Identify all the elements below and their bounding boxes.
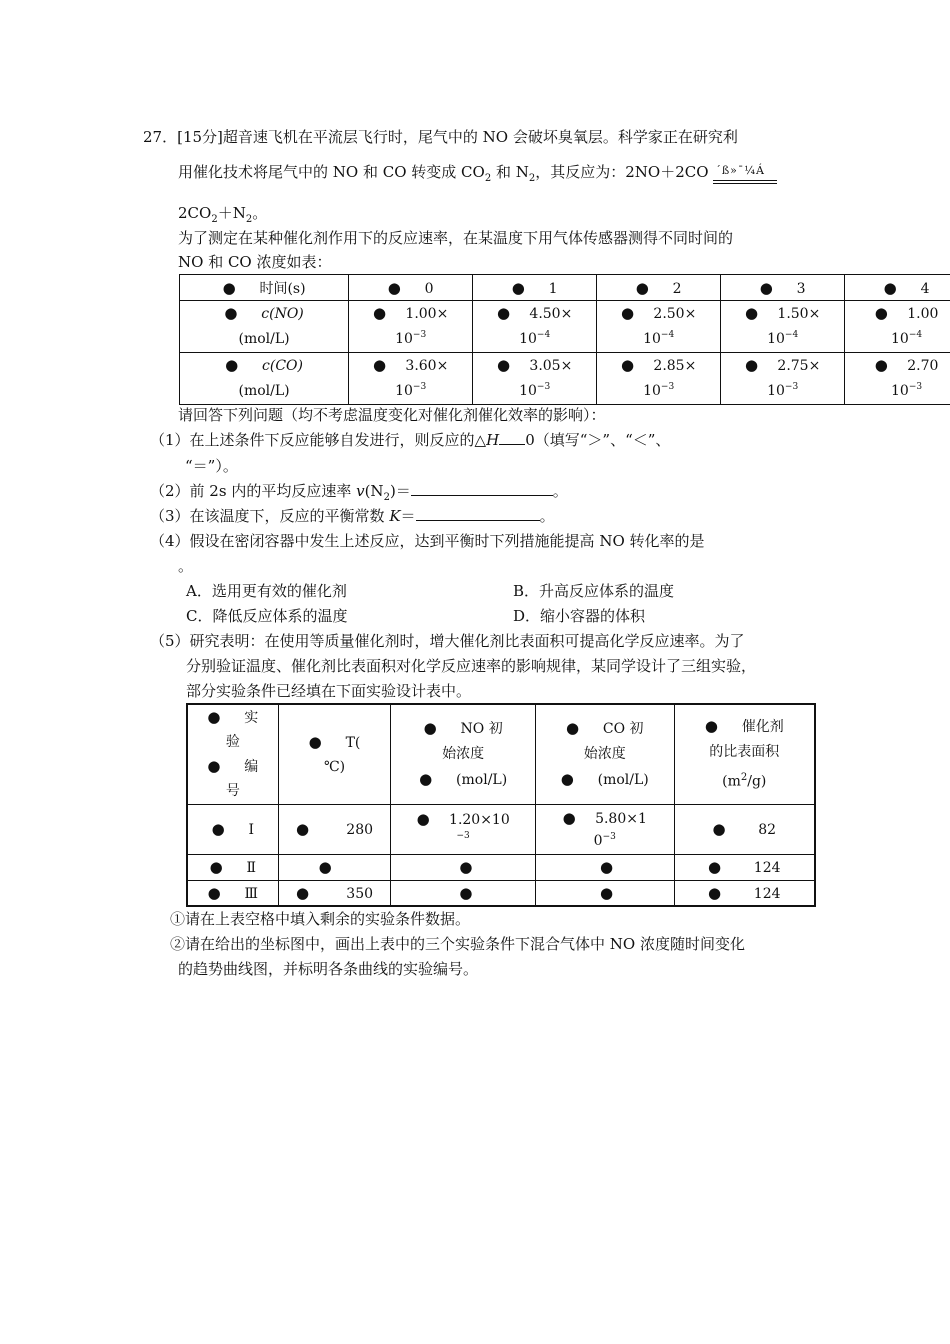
table-row: ● c(NO) (mol/L) ● 1.00× $10^{-3}$ ● 4.50× $10^{-4}$ ● 2.50× $10^{-4}$ ● 1.50× $10^{-4}$ ● 1.00 $10^{-4}$: [180, 301, 950, 353]
table-row: ● c(CO) (mol/L) ● 3.60× $10^{-3}$ ● 3.05× $10^{-3}$ ● 2.85× $10^{-3}$ ● 2.75× $10^{-3}$ ● 2.70 $10^{-3}$: [180, 353, 950, 405]
q3-line: （3）在该温度下，反应的平衡常数 K＝ 。: [150, 507, 555, 525]
q2-answer-blank[interactable]: [411, 481, 553, 496]
table-row: ● Ⅲ ● 350 ● ● ● 124: [187, 880, 815, 906]
option-c: C．降低反应体系的温度: [186, 607, 348, 625]
table-row: ● 实 验 ● 编 号 ● T( ℃) ● NO 初 始浓度 ● (mol/L) ● CO 初 始浓度 ● (mol/L) ● 催化剂 的比表面积 $(m^2/g)$: [187, 704, 815, 804]
measure-line1: 为了测定在某种催化剂作用下的反应速率，在某温度下用气体传感器测得不同时间的: [178, 229, 734, 247]
empty-cell-co-iii[interactable]: ●: [535, 880, 674, 906]
task-2-line1: ②请在给出的坐标图中，画出上表中的三个实验条件下混合气体中 NO 浓度随时间变化: [170, 935, 745, 953]
q1-line2: “＝”）。: [185, 457, 238, 475]
option-b: B．升高反应体系的温度: [513, 582, 675, 600]
q5-line3: 部分实验条件已经填在下面实验设计表中。: [186, 682, 472, 700]
empty-cell-temp[interactable]: ●: [278, 854, 391, 880]
measure-line2: NO 和 CO 浓度如表：: [178, 253, 332, 271]
q5-line1: （5）研究表明：在使用等质量催化剂时，增大催化剂比表面积可提高化学反应速率。为了: [150, 632, 745, 650]
task-2-line2: 的趋势曲线图，并标明各条曲线的实验编号。: [178, 960, 479, 978]
q4-line2: 。: [178, 557, 194, 575]
task-1: ①请在上表空格中填入剩余的实验条件数据。: [170, 910, 471, 928]
q5-line2: 分别验证温度、催化剂比表面积对化学反应速率的影响规律，某同学设计了三组实验，: [186, 657, 757, 675]
option-a: A．选用更有效的催化剂: [186, 582, 347, 600]
table-row: ● Ⅱ ● ● ● ● 124: [187, 854, 815, 880]
experiment-table: [186, 703, 816, 907]
questions-prompt: 请回答下列问题（均不考虑温度变化对催化剂催化效率的影响）：: [178, 406, 606, 424]
q1-line1: （1）在上述条件下反应能够自发进行，则反应的△H 0（填写“＞”、“＜”、: [150, 431, 671, 449]
question-intro-line1: 27．[15分]超音速飞机在平流层飞行时，尾气中的 NO 会破坏臭氧层。科学家正在研究利: [143, 128, 738, 146]
q2-line: （2）前 2s 内的平均反应速率 $v(N_2)=$ 。: [150, 482, 568, 503]
table-row: ● Ⅰ ● 280 ● 1.20×10 $^{-3}$ ● 5.80×1 $0^{-3}$ ● 82: [187, 804, 815, 854]
q4-line1: （4）假设在密闭容器中发生上述反应，达到平衡时下列措施能提高 NO 转化率的是: [150, 532, 705, 550]
question-products: $2CO_2+N_2$。: [178, 204, 268, 225]
q3-answer-blank[interactable]: [416, 506, 540, 521]
empty-cell-co[interactable]: ●: [535, 854, 674, 880]
concentration-table: [179, 274, 950, 405]
question-intro-line2: 用催化技术将尾气中的 NO 和 CO 转变成 $CO_2$ 和 $N_2$，其反应为：2NO＋2CO ´ß»¯¼Á: [178, 162, 777, 189]
option-d: D．缩小容器的体积: [513, 607, 646, 625]
catalyst-arrow: ´ß»¯¼Á: [713, 169, 777, 189]
table-row: ● 时间(s) ● 0 ● 1 ● 2 ● 3 ● 4: [180, 275, 950, 301]
empty-cell-no-iii[interactable]: ●: [391, 880, 536, 906]
empty-cell-no[interactable]: ●: [391, 854, 536, 880]
